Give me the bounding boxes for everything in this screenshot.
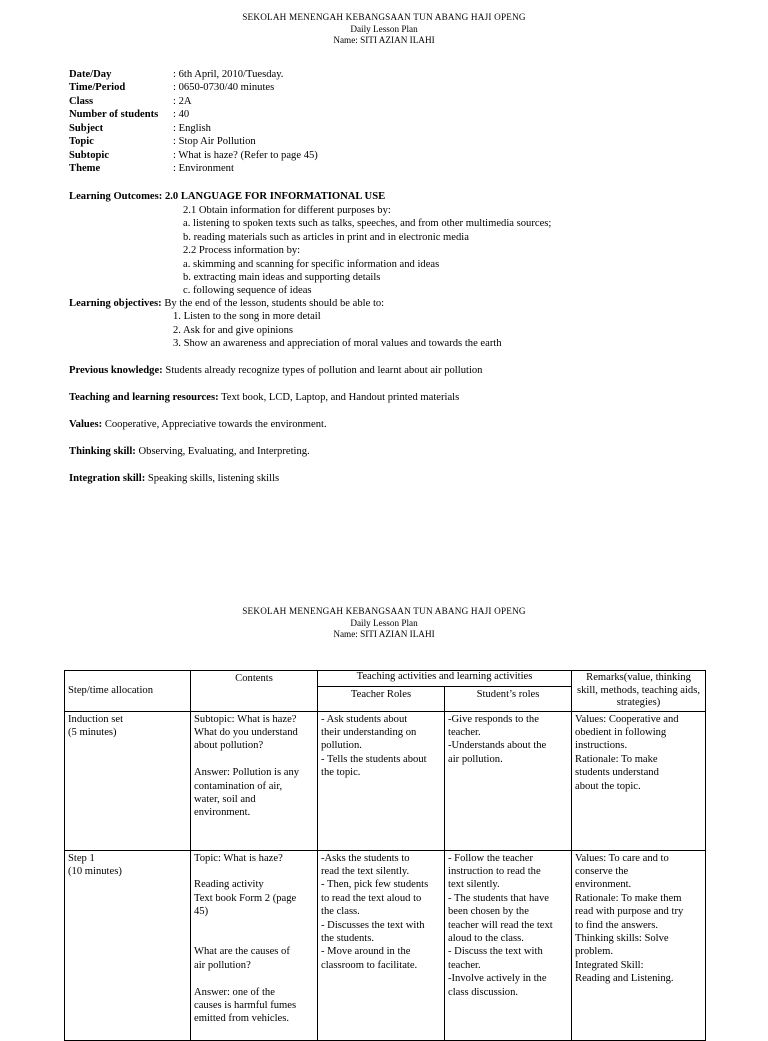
- objective-item: 2. Ask for and give opinions: [173, 325, 294, 336]
- meta-value: : 6th April, 2010/Tuesday.: [173, 69, 284, 80]
- step-cell: [65, 850, 191, 1040]
- cell-line: teacher.: [448, 726, 481, 738]
- cell-line: (10 minutes): [68, 865, 122, 877]
- cell-line: the topic.: [321, 767, 361, 779]
- learning-outcomes-label: Learning Outcomes:: [69, 191, 163, 202]
- cell-line: air pollution?: [194, 959, 251, 971]
- cell-line: teacher will read the text: [448, 919, 553, 931]
- cell-line: - Tells the students about: [321, 753, 427, 765]
- cell-line: air pollution.: [448, 753, 503, 765]
- learning-objectives-label: Learning objectives:: [69, 298, 162, 309]
- learning-outcomes-title: 2.0 LANGUAGE FOR INFORMATIONAL USE: [164, 191, 386, 202]
- cell-line: Text book Form 2 (page: [194, 892, 297, 904]
- meta-key: Topic: [69, 136, 94, 147]
- cell-line: 45): [194, 906, 209, 918]
- values-label: Values:: [69, 419, 103, 430]
- page-header-top: [0, 12, 768, 47]
- school-name: SEKOLAH MENENGAH KEBANGSAAN TUN ABANG HAJI OPENG: [242, 12, 526, 22]
- resources: [69, 391, 459, 404]
- outcome-line: 2.2 Process information by:: [183, 245, 301, 256]
- cell-line: Step 1: [68, 852, 95, 864]
- previous-knowledge: [69, 364, 482, 377]
- cell-line: text silently.: [448, 879, 500, 891]
- cell-line: Rationale: To make: [575, 753, 658, 765]
- learning-outcomes-heading: [69, 190, 385, 203]
- learning-objectives: [69, 297, 384, 310]
- meta-key: Number of students: [69, 109, 159, 120]
- header-step: Step/time allocation: [65, 671, 191, 712]
- table-row: [65, 850, 706, 1040]
- cell-line: Topic: What is haze?: [194, 852, 283, 864]
- cell-line: [194, 919, 314, 932]
- cell-line: the students.: [321, 932, 374, 944]
- cell-line: -Give responds to the: [448, 713, 539, 725]
- cell-lines: [68, 852, 187, 879]
- meta-value: : Environment: [173, 163, 234, 174]
- outcome-line: c. following sequence of ideas: [183, 285, 312, 296]
- cell-line: class discussion.: [448, 986, 519, 998]
- cell-line: -Involve actively in the: [448, 973, 547, 985]
- meta-value: : English: [173, 123, 211, 134]
- values: [69, 418, 327, 431]
- cell-line: to find the answers.: [575, 919, 658, 931]
- cell-lines: [448, 713, 568, 767]
- cell-lines: [575, 713, 702, 793]
- cell-line: causes is harmful fumes: [194, 999, 297, 1011]
- cell-lines: [68, 713, 187, 740]
- integration-skill: [69, 472, 279, 485]
- integration-skill-label: Integration skill:: [69, 473, 146, 484]
- thinking-skill-text: Observing, Evaluating, and Interpreting.: [135, 446, 310, 457]
- thinking-skill: [69, 445, 310, 458]
- student-cell: [445, 711, 572, 850]
- outcome-line: b. reading materials such as articles in print and in electronic media: [183, 232, 469, 243]
- contents-cell: [191, 850, 318, 1040]
- cell-line: - Move around in the: [321, 946, 411, 958]
- previous-knowledge-text: Students already recognize types of pollution and learnt about air pollution: [162, 365, 483, 376]
- cell-line: Answer: one of the: [194, 986, 275, 998]
- cell-line: about the topic.: [575, 780, 641, 792]
- table-row: [65, 711, 706, 850]
- cell-line: read the text silently.: [321, 865, 410, 877]
- cell-line: emitted from vehicles.: [194, 1013, 290, 1025]
- doc-type: Daily Lesson Plan: [350, 617, 418, 628]
- previous-knowledge-label: Previous knowledge:: [69, 365, 163, 376]
- teacher-name: Name: SITI AZIAN ILAHI: [333, 629, 435, 639]
- outcome-line: a. listening to spoken texts such as talks, speeches, and from other multimedia sources;: [183, 218, 552, 229]
- cell-line: about pollution?: [194, 740, 264, 752]
- objective-item: 1. Listen to the song in more detail: [173, 311, 321, 322]
- contents-cell: [191, 711, 318, 850]
- cell-line: [194, 972, 314, 985]
- cell-line: -Understands about the: [448, 740, 547, 752]
- cell-line: obedient in following: [575, 726, 667, 738]
- meta-value: : What is haze? (Refer to page 45): [173, 150, 318, 161]
- header-contents: Contents: [191, 671, 318, 712]
- step-cell: [65, 711, 191, 850]
- cell-line: [194, 753, 314, 766]
- cell-lines: [575, 852, 702, 986]
- cell-line: instructions.: [575, 740, 628, 752]
- cell-lines: [448, 852, 568, 999]
- cell-line: - Discusses the text with: [321, 919, 425, 931]
- cell-line: -Asks the students to: [321, 852, 410, 864]
- cell-line: - Ask students about: [321, 713, 408, 725]
- cell-line: Integrated Skill:: [575, 959, 644, 971]
- cell-line: instruction to read the: [448, 865, 541, 877]
- outcome-line: 2.1 Obtain information for different purposes by:: [183, 205, 391, 216]
- teacher-name: Name: SITI AZIAN ILAHI: [333, 35, 435, 45]
- header-student-roles: Student’s roles: [445, 686, 572, 711]
- cell-line: their understanding on: [321, 726, 417, 738]
- values-text: Cooperative, Appreciative towards the environment.: [102, 419, 327, 430]
- cell-lines: [194, 713, 314, 820]
- doc-type: Daily Lesson Plan: [350, 23, 418, 34]
- meta-value: : Stop Air Pollution: [173, 136, 256, 147]
- integration-skill-text: Speaking skills, listening skills: [145, 473, 280, 484]
- cell-line: Values: Cooperative and: [575, 713, 679, 725]
- teacher-cell: [318, 711, 445, 850]
- remarks-cell: [572, 711, 706, 850]
- lesson-plan-table: [64, 670, 706, 1041]
- cell-line: (5 minutes): [68, 726, 117, 738]
- remarks-cell: [572, 850, 706, 1040]
- cell-line: What are the causes of: [194, 946, 290, 958]
- learning-objectives-intro: By the end of the lesson, students should be able to:: [161, 298, 385, 309]
- cell-line: Values: To care and to: [575, 852, 669, 864]
- header-remarks: Remarks(value, thinking skill, methods, teaching aids, strategies): [572, 671, 706, 712]
- cell-line: read with purpose and try: [575, 906, 684, 918]
- cell-line: environment.: [575, 879, 632, 891]
- meta-key: Theme: [69, 163, 101, 174]
- cell-line: students understand: [575, 767, 659, 779]
- meta-key: Class: [69, 96, 94, 107]
- cell-lines: [321, 713, 441, 780]
- cell-line: teacher.: [448, 959, 481, 971]
- meta-value: : 0650-0730/40 minutes: [173, 82, 275, 93]
- resources-label: Teaching and learning resources:: [69, 392, 219, 403]
- objective-item: 3. Show an awareness and appreciation of moral values and towards the earth: [173, 338, 502, 349]
- cell-line: water, soil and: [194, 793, 256, 805]
- cell-line: - Follow the teacher: [448, 852, 534, 864]
- cell-line: contamination of air,: [194, 780, 283, 792]
- cell-lines: [194, 852, 314, 1026]
- meta-key: Subtopic: [69, 150, 110, 161]
- cell-line: [194, 865, 314, 878]
- meta-key: Subject: [69, 123, 104, 134]
- cell-line: Induction set: [68, 713, 124, 725]
- cell-line: - Then, pick few students: [321, 879, 429, 891]
- teacher-cell: [318, 850, 445, 1040]
- page-header-bottom: [0, 606, 768, 641]
- cell-lines: [321, 852, 441, 973]
- cell-line: - Discuss the text with: [448, 946, 543, 958]
- resources-text: Text book, LCD, Laptop, and Handout printed materials: [218, 392, 460, 403]
- cell-line: - The students that have: [448, 892, 550, 904]
- cell-line: conserve the: [575, 865, 629, 877]
- cell-line: What do you understand: [194, 726, 298, 738]
- outcome-line: a. skimming and scanning for specific information and ideas: [183, 259, 440, 270]
- cell-line: classroom to facilitate.: [321, 959, 418, 971]
- meta-key: Date/Day: [69, 69, 112, 80]
- cell-line: aloud to the class.: [448, 932, 524, 944]
- school-name: SEKOLAH MENENGAH KEBANGSAAN TUN ABANG HAJI OPENG: [242, 606, 526, 616]
- cell-line: Reading and Listening.: [575, 973, 674, 985]
- header-activities: Teaching activities and learning activities: [318, 671, 572, 687]
- cell-line: Subtopic: What is haze?: [194, 713, 297, 725]
- cell-line: Thinking skills: Solve: [575, 932, 669, 944]
- cell-line: Answer: Pollution is any: [194, 767, 300, 779]
- thinking-skill-label: Thinking skill:: [69, 446, 136, 457]
- outcome-line: b. extracting main ideas and supporting details: [183, 272, 381, 283]
- header-teacher-roles: Teacher Roles: [318, 686, 445, 711]
- meta-key: Time/Period: [69, 82, 126, 93]
- meta-value: : 2A: [173, 96, 192, 107]
- student-cell: [445, 850, 572, 1040]
- cell-line: pollution.: [321, 740, 362, 752]
- cell-line: to read the text aloud to: [321, 892, 422, 904]
- cell-line: problem.: [575, 946, 613, 958]
- meta-value: : 40: [173, 109, 190, 120]
- cell-line: [194, 932, 314, 945]
- table-header-row: [65, 671, 706, 687]
- cell-line: the class.: [321, 906, 360, 918]
- cell-line: environment.: [194, 807, 251, 819]
- cell-line: Reading activity: [194, 879, 264, 891]
- cell-line: been chosen by the: [448, 906, 529, 918]
- cell-line: Rationale: To make them: [575, 892, 682, 904]
